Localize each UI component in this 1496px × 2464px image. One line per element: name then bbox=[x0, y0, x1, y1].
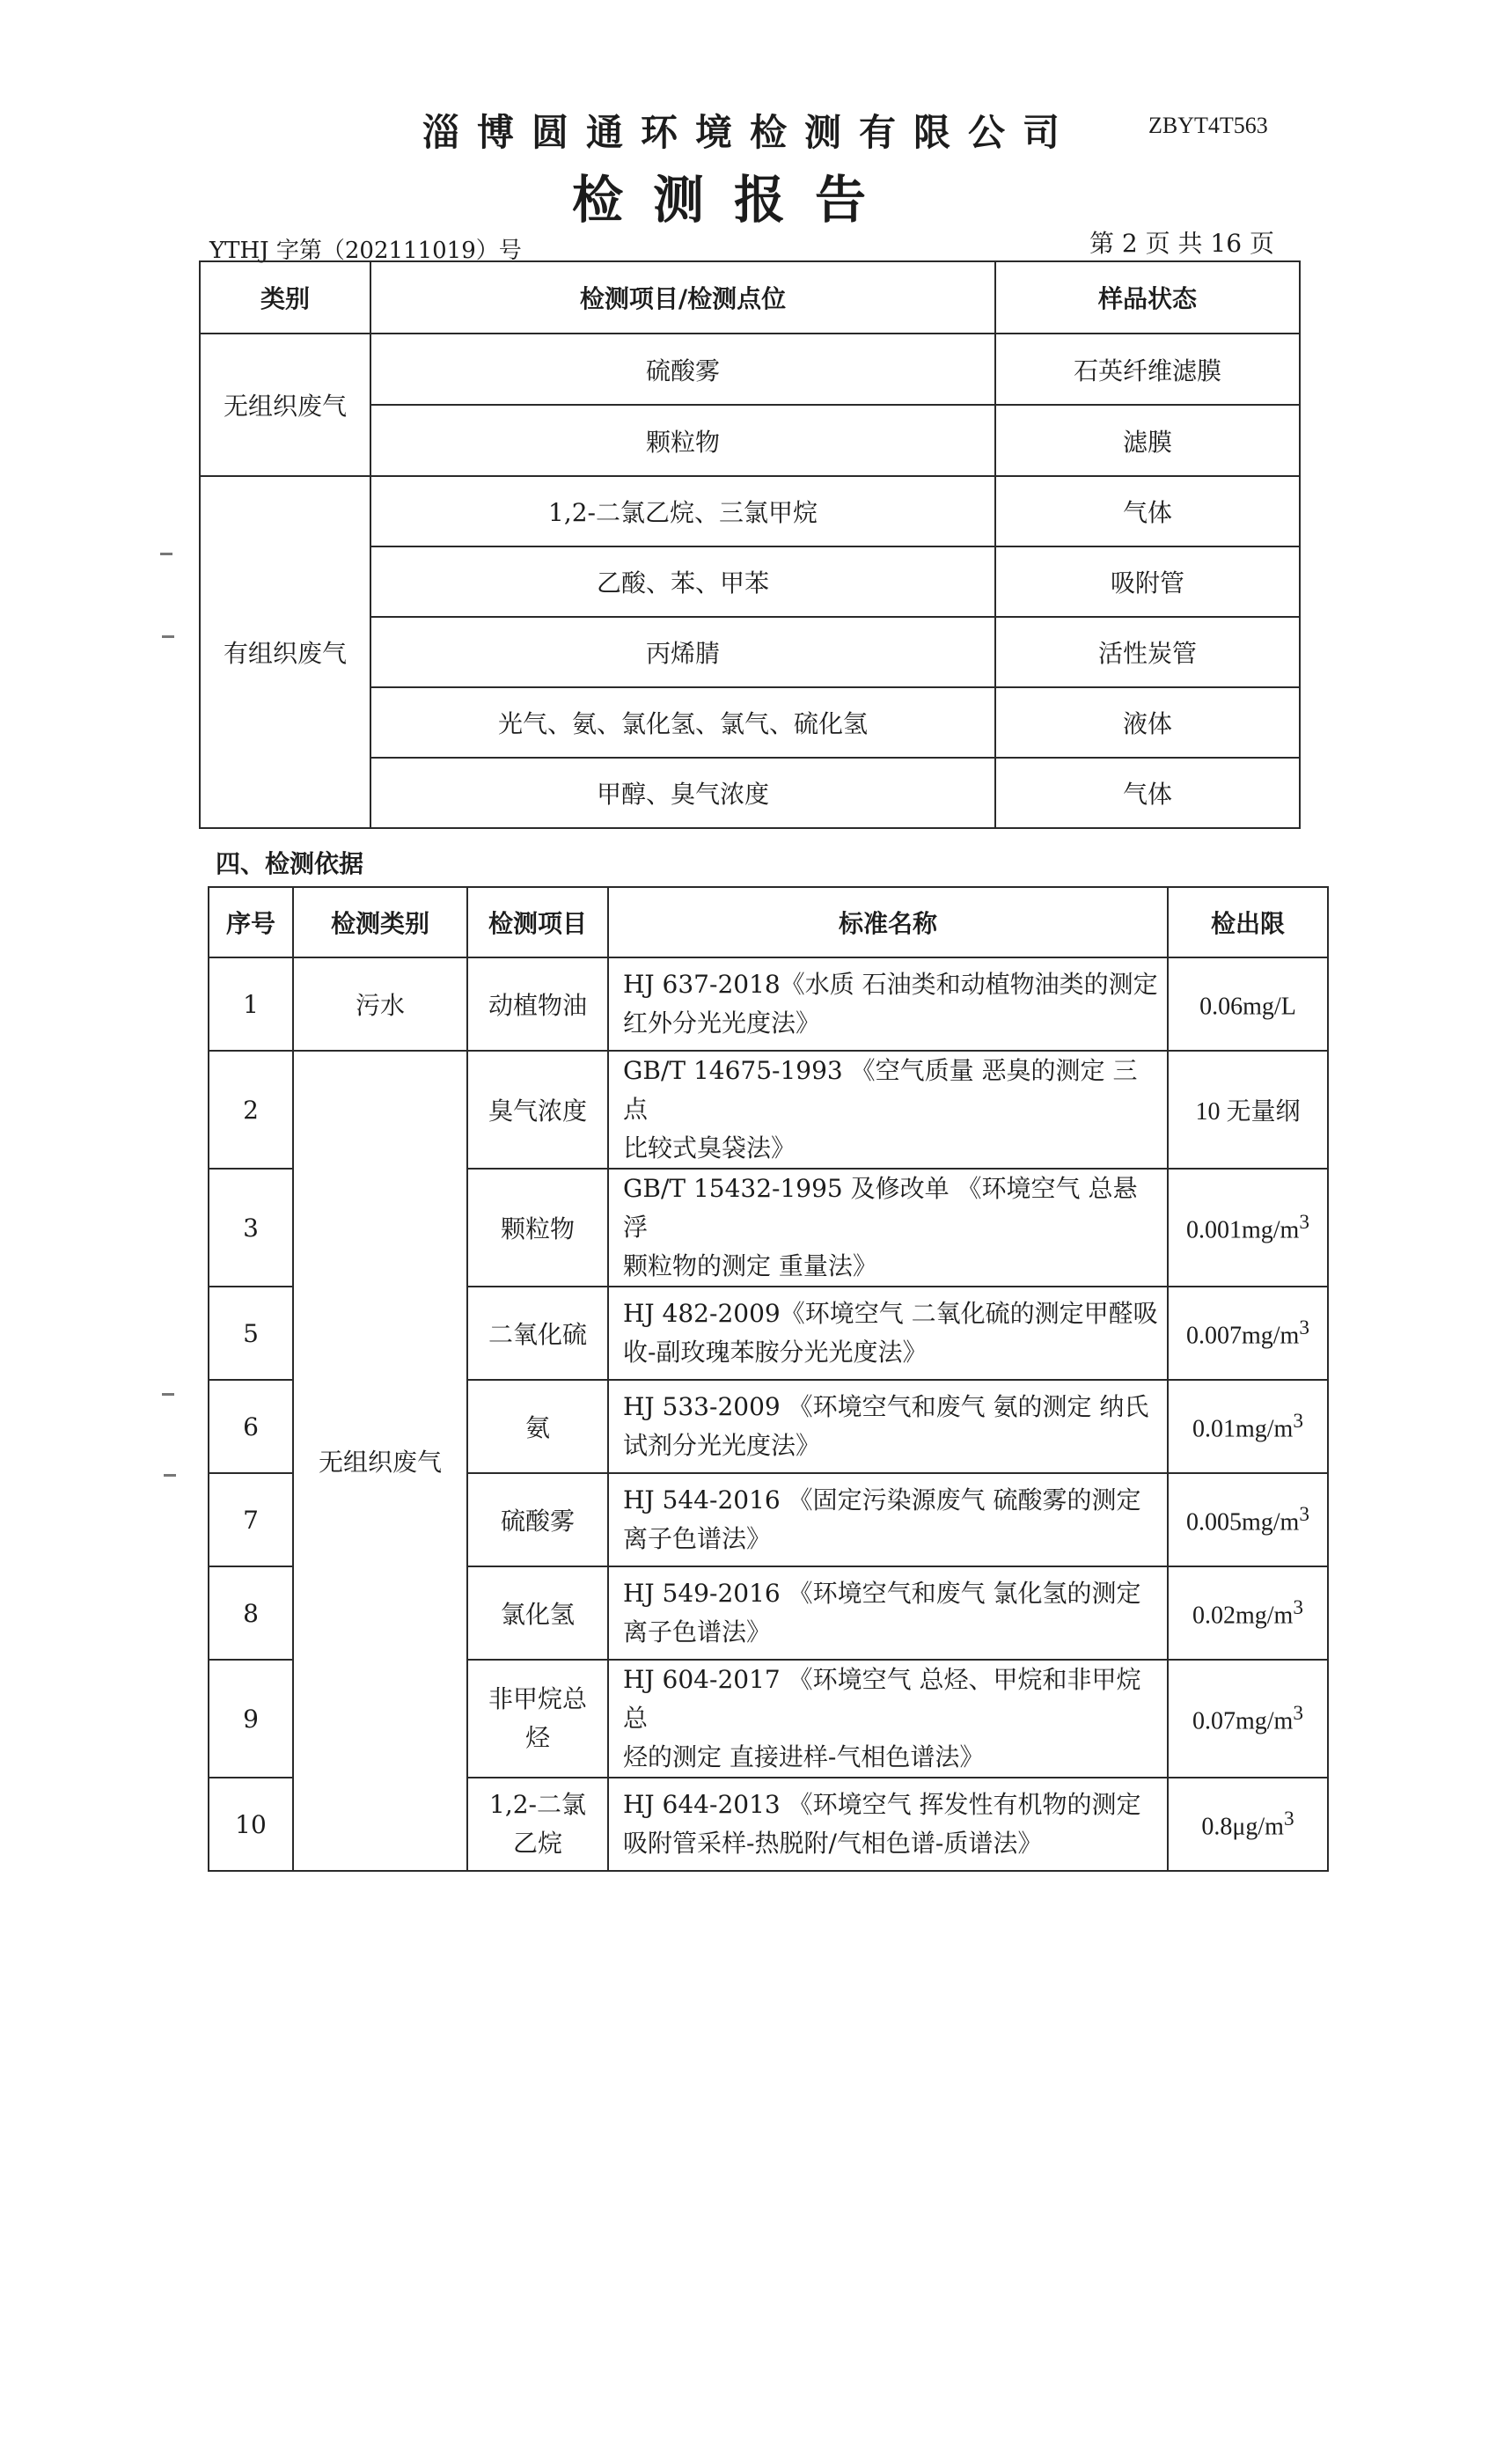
item-cell: 光气、氨、氯化氢、氯气、硫化氢 bbox=[370, 687, 995, 758]
standard-cell bbox=[608, 1660, 1168, 1778]
item-cell: 硫酸雾 bbox=[370, 334, 995, 405]
standard-line: GB/T 14675-1993 《空气质量 恶臭的测定 三点 bbox=[623, 1056, 1138, 1124]
row-number: 6 bbox=[209, 1380, 293, 1473]
item-cell: 1,2-二氯乙烷、三氯甲烷 bbox=[370, 476, 995, 546]
limit-value: 0.06mg/L bbox=[1199, 993, 1296, 1021]
standard-line: GB/T 15432-1995 及修改单 《环境空气 总悬浮 bbox=[623, 1174, 1138, 1242]
report-title: 检测报告 bbox=[572, 170, 897, 230]
scan-mark bbox=[164, 1474, 176, 1477]
standard-line: HJ 533-2009 《环境空气和废气 氨的测定 纳氏 bbox=[623, 1392, 1149, 1421]
limit-value: 0.02mg/m bbox=[1192, 1602, 1294, 1630]
table-row bbox=[209, 957, 1328, 1051]
column-header: 检出限 bbox=[1168, 887, 1328, 957]
item-cell: 臭气浓度 bbox=[467, 1051, 608, 1169]
item-line: 乙烷 bbox=[512, 1829, 562, 1858]
table-header-row bbox=[200, 261, 1300, 334]
item-cell: 氯化氢 bbox=[467, 1566, 608, 1660]
standard-line: 试剂分光光度法》 bbox=[623, 1431, 821, 1460]
item-line: 烃 bbox=[524, 1723, 550, 1752]
limit-cell bbox=[1168, 1566, 1328, 1660]
table-row bbox=[209, 1051, 1328, 1169]
item-line: 非甲烷总 bbox=[488, 1684, 587, 1713]
standard-line: 收-副玫瑰苯胺分光光度法》 bbox=[623, 1338, 928, 1367]
standard-line: HJ 604-2017 《环境空气 总烃、甲烷和非甲烷总 bbox=[623, 1665, 1141, 1733]
sample-state-table bbox=[199, 260, 1301, 829]
limit-unit-exponent: 3 bbox=[1299, 1316, 1309, 1339]
item-cell bbox=[467, 1778, 608, 1871]
limit-cell bbox=[1168, 1473, 1328, 1566]
scan-mark bbox=[162, 1393, 174, 1396]
state-cell: 气体 bbox=[995, 758, 1300, 828]
limit-cell bbox=[1168, 1660, 1328, 1778]
limit-unit-exponent: 3 bbox=[1299, 1502, 1309, 1526]
limit-value: 0.001mg/m bbox=[1185, 1216, 1300, 1244]
standard-line: HJ 644-2013 《环境空气 挥发性有机物的测定 bbox=[623, 1790, 1141, 1819]
item-cell: 氨 bbox=[467, 1380, 608, 1473]
company-name: 淄博圆通环境检测有限公司 bbox=[422, 111, 1078, 154]
row-number: 5 bbox=[209, 1287, 293, 1380]
standard-cell bbox=[608, 1051, 1168, 1169]
state-cell: 石英纤维滤膜 bbox=[995, 334, 1300, 405]
standard-line: 红外分光光度法》 bbox=[623, 1008, 821, 1038]
table-header-row bbox=[209, 887, 1328, 957]
state-cell: 吸附管 bbox=[995, 546, 1300, 617]
limit-unit-exponent: 3 bbox=[1293, 1701, 1303, 1725]
row-number: 3 bbox=[209, 1169, 293, 1287]
limit-value: 10 无量纲 bbox=[1195, 1098, 1301, 1126]
item-cell: 颗粒物 bbox=[370, 405, 995, 476]
item-cell: 硫酸雾 bbox=[467, 1473, 608, 1566]
section-title: 四、检测依据 bbox=[216, 849, 364, 878]
standard-cell bbox=[608, 1778, 1168, 1871]
standard-line: 比较式臭袋法》 bbox=[623, 1133, 796, 1162]
standard-cell bbox=[608, 1169, 1168, 1287]
document-code: ZBYT4T563 bbox=[1148, 113, 1268, 138]
table-row bbox=[200, 476, 1300, 546]
standard-cell bbox=[608, 1380, 1168, 1473]
standard-cell bbox=[608, 1287, 1168, 1380]
item-cell: 丙烯腈 bbox=[370, 617, 995, 687]
standard-line: HJ 482-2009《环境空气 二氧化硫的测定甲醛吸 bbox=[623, 1299, 1158, 1328]
row-number: 9 bbox=[209, 1660, 293, 1778]
limit-cell bbox=[1168, 1051, 1328, 1169]
category-cell: 有组织废气 bbox=[200, 476, 370, 828]
limit-unit-exponent: 3 bbox=[1293, 1595, 1303, 1619]
scan-mark bbox=[160, 553, 172, 555]
standard-cell bbox=[608, 1566, 1168, 1660]
item-cell bbox=[467, 1660, 608, 1778]
standard-line: 烃的测定 直接进样-气相色谱法》 bbox=[623, 1742, 985, 1771]
standard-cell bbox=[608, 957, 1168, 1051]
limit-cell bbox=[1168, 1380, 1328, 1473]
column-header: 检测项目 bbox=[467, 887, 608, 957]
category-cell: 无组织废气 bbox=[293, 1051, 467, 1871]
limit-unit-exponent: 3 bbox=[1293, 1409, 1303, 1433]
item-cell: 颗粒物 bbox=[467, 1169, 608, 1287]
standard-line: 离子色谱法》 bbox=[623, 1617, 772, 1646]
limit-cell bbox=[1168, 1287, 1328, 1380]
limit-value: 0.007mg/m bbox=[1185, 1322, 1300, 1350]
item-cell: 甲醇、臭气浓度 bbox=[370, 758, 995, 828]
row-number: 1 bbox=[209, 957, 293, 1051]
standard-line: HJ 544-2016 《固定污染源废气 硫酸雾的测定 bbox=[623, 1485, 1141, 1514]
limit-cell bbox=[1168, 1778, 1328, 1871]
state-cell: 液体 bbox=[995, 687, 1300, 758]
limit-cell bbox=[1168, 1169, 1328, 1287]
item-cell: 二氧化硫 bbox=[467, 1287, 608, 1380]
item-line: 1,2-二氯 bbox=[489, 1790, 586, 1819]
page-info: 第 2 页 共 16 页 bbox=[1089, 229, 1274, 258]
row-number: 8 bbox=[209, 1566, 293, 1660]
standard-line: 吸附管采样-热脱附/气相色谱-质谱法》 bbox=[623, 1829, 1043, 1858]
limit-unit-exponent: 3 bbox=[1283, 1807, 1294, 1830]
report-number: YTHJ 字第（202111019）号 bbox=[209, 238, 522, 264]
standard-line: HJ 637-2018《水质 石油类和动植物油类的测定 bbox=[623, 970, 1158, 999]
column-header: 样品状态 bbox=[995, 261, 1300, 334]
row-number: 2 bbox=[209, 1051, 293, 1169]
limit-value: 0.01mg/m bbox=[1192, 1415, 1294, 1443]
limit-value: 0.005mg/m bbox=[1185, 1508, 1300, 1536]
standard-line: 离子色谱法》 bbox=[623, 1524, 772, 1553]
state-cell: 气体 bbox=[995, 476, 1300, 546]
column-header: 标准名称 bbox=[608, 887, 1168, 957]
limit-value: 0.8μg/m bbox=[1201, 1813, 1284, 1841]
standard-line: HJ 549-2016 《环境空气和废气 氯化氢的测定 bbox=[623, 1579, 1141, 1608]
test-basis-table bbox=[208, 886, 1329, 1872]
item-cell: 动植物油 bbox=[467, 957, 608, 1051]
state-cell: 滤膜 bbox=[995, 405, 1300, 476]
column-header: 类别 bbox=[200, 261, 370, 334]
limit-cell bbox=[1168, 957, 1328, 1051]
item-cell: 乙酸、苯、甲苯 bbox=[370, 546, 995, 617]
limit-unit-exponent: 3 bbox=[1299, 1210, 1309, 1234]
column-header: 序号 bbox=[209, 887, 293, 957]
row-number: 7 bbox=[209, 1473, 293, 1566]
column-header: 检测类别 bbox=[293, 887, 467, 957]
standard-line: 颗粒物的测定 重量法》 bbox=[623, 1251, 877, 1280]
category-cell: 无组织废气 bbox=[200, 334, 370, 476]
scan-mark bbox=[162, 635, 174, 638]
state-cell: 活性炭管 bbox=[995, 617, 1300, 687]
table-row bbox=[200, 334, 1300, 405]
category-cell: 污水 bbox=[293, 957, 467, 1051]
row-number: 10 bbox=[209, 1778, 293, 1871]
limit-value: 0.07mg/m bbox=[1192, 1707, 1294, 1735]
standard-cell bbox=[608, 1473, 1168, 1566]
column-header: 检测项目/检测点位 bbox=[370, 261, 995, 334]
